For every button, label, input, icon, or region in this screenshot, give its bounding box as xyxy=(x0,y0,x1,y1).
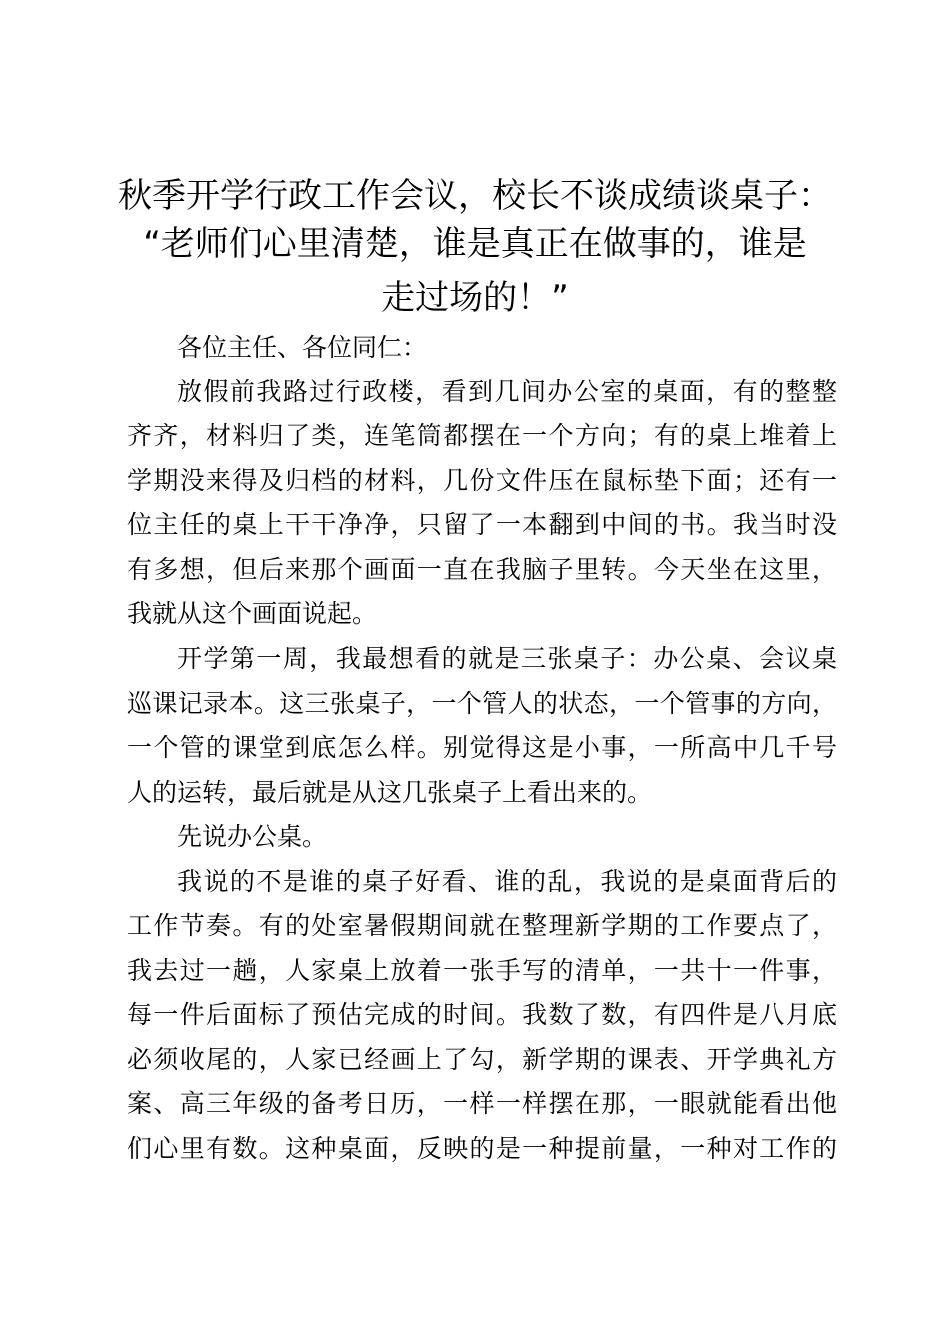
body-line: 有多想，但后来那个画面一直在我脑子里转。今天坐在这里， xyxy=(127,555,837,584)
body-line: 我去过一趟，人家桌上放着一张手写的清单，一共十一件事， xyxy=(127,956,837,985)
body-line: 齐齐，材料归了类，连笔筒都摆在一个方向；有的桌上堆着上 xyxy=(127,421,837,450)
body-line: 巡课记录本。这三张桌子，一个管人的状态，一个管事的方向， xyxy=(127,689,837,718)
body-line: 学期没来得及归档的材料，几份文件压在鼠标垫下面；还有一 xyxy=(127,466,837,495)
body-line: 必须收尾的，人家已经画上了勾，新学期的课表、开学典礼方 xyxy=(127,1045,837,1074)
body-line: 工作节奏。有的处室暑假期间就在整理新学期的工作要点了， xyxy=(127,911,837,940)
document-title-line-2: “老师们心里清楚，谁是真正在做事的，谁是 xyxy=(143,224,807,264)
body-line: 每一件后面标了预估完成的时间。我数了数，有四件是八月底 xyxy=(127,1000,837,1029)
document-title-line-1: 秋季开学行政工作会议，校长不谈成绩谈桌子： xyxy=(118,176,832,216)
salutation: 各位主任、各位同仁： xyxy=(177,333,428,362)
body-line: 案、高三年级的备考日历，一样一样摆在那，一眼就能看出他 xyxy=(127,1089,837,1118)
document-title-line-3: 走过场的！” xyxy=(381,278,569,318)
body-line: 人的运转，最后就是从这几张桌子上看出来的。 xyxy=(127,778,653,807)
body-line: 一个管的课堂到底怎么样。别觉得这是小事，一所高中几千号 xyxy=(127,733,837,762)
section-lead: 先说办公桌。 xyxy=(177,822,328,851)
body-line: 放假前我路过行政楼，看到几间办公室的桌面，有的整整 xyxy=(177,377,837,406)
body-line: 们心里有数。这种桌面，反映的是一种提前量，一种对工作的 xyxy=(127,1134,837,1163)
body-line: 位主任的桌上干干净净，只留了一本翻到中间的书。我当时没 xyxy=(127,510,837,539)
body-line: 开学第一周，我最想看的就是三张桌子：办公桌、会议桌 xyxy=(177,644,837,673)
body-line: 我就从这个画面说起。 xyxy=(127,599,378,628)
body-line: 我说的不是谁的桌子好看、谁的乱，我说的是桌面背后的 xyxy=(177,867,837,896)
